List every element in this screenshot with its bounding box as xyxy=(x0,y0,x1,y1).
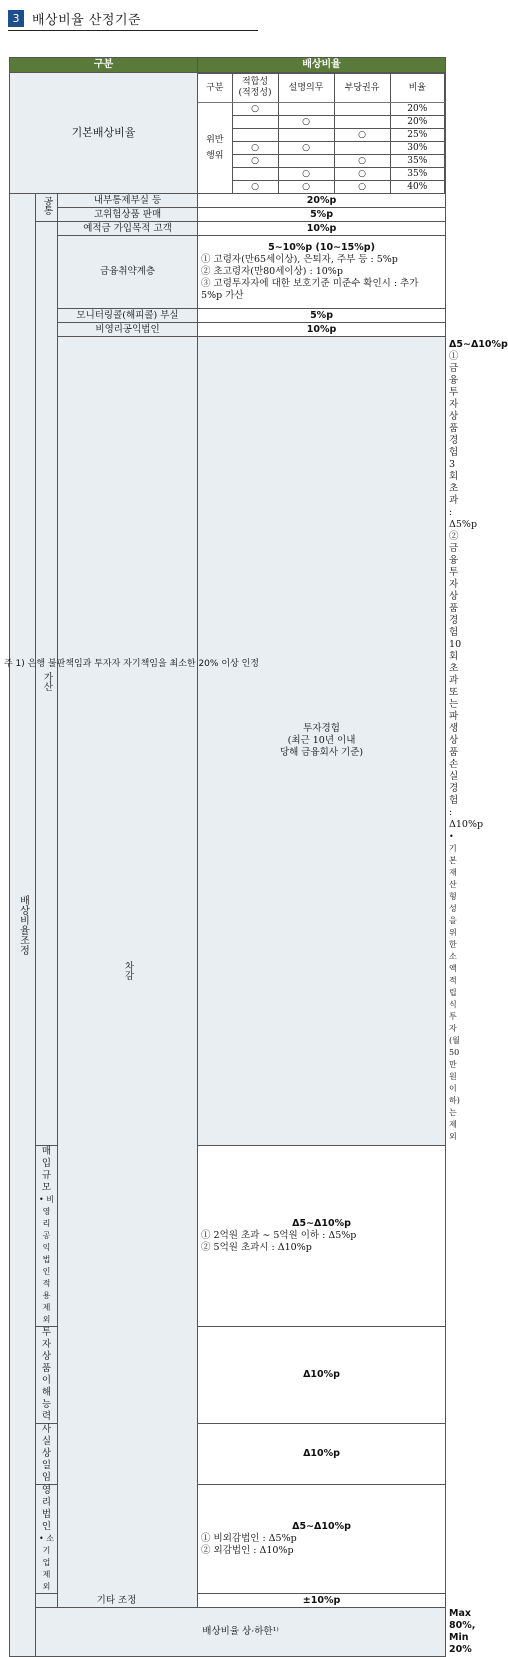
other-row xyxy=(10,1594,446,1608)
violation-label: 위반 행위 xyxy=(198,103,232,194)
cell: ○ xyxy=(232,181,278,194)
rate-cell: 20% xyxy=(390,116,445,129)
cell xyxy=(334,103,390,116)
cell xyxy=(334,116,390,129)
add-item: 비영리공익법인 xyxy=(58,323,198,337)
section-title xyxy=(8,6,258,31)
corp-detail-cell xyxy=(198,1485,446,1594)
sub-item: 투자경험 xyxy=(303,723,340,734)
detail-line: ② 5억원 초과시 : Δ10%p xyxy=(201,1242,312,1253)
cell: ○ xyxy=(278,142,334,155)
add-row-4 xyxy=(10,323,446,337)
add-item: 예적금 가입목적 고객 xyxy=(58,222,198,236)
detail-line: ② 외감법인 : Δ10%p xyxy=(201,1545,294,1556)
cell xyxy=(232,168,278,181)
compensation-table xyxy=(9,57,508,1657)
cell: ○ xyxy=(334,181,390,194)
sub-value: Δ5∼Δ10%p xyxy=(292,1218,351,1229)
sub-item-cell xyxy=(198,337,446,1146)
sub-header-suitability: 적합성 (적정성) xyxy=(232,74,278,103)
cell: ○ xyxy=(232,103,278,116)
detail-line: ① 고령자(만65세이상), 은퇴자, 주부 등 : 5%p xyxy=(201,254,398,265)
other-value: ±10%p xyxy=(198,1594,446,1608)
limit-item: 배상비율 상·하한¹⁾ xyxy=(36,1608,446,1657)
table-header-row xyxy=(10,58,446,73)
add-label-cell xyxy=(36,222,58,1146)
volume-detail-cell xyxy=(198,1146,446,1327)
basic-rate-label: 기본배상비율 xyxy=(10,73,198,194)
sub-item: 투자상품이해능력 xyxy=(36,1327,58,1424)
header-rate: 배상비율 xyxy=(198,58,446,73)
adjust-label: 배상비율조정 xyxy=(17,895,29,955)
cell xyxy=(232,116,278,129)
add-item: 모니터링콜(해피콜) 부실 xyxy=(58,309,198,323)
add-value: 10%p xyxy=(198,323,446,337)
rate-cell: 30% xyxy=(390,142,445,155)
detail-line: ① 비외감법인 : Δ5%p xyxy=(201,1533,297,1544)
cell xyxy=(278,155,334,168)
section-number-badge: 3 xyxy=(8,10,24,27)
sub-value: Δ10%p xyxy=(198,1424,446,1485)
sub-item-note: • 비영리공익법인 적용 제외 xyxy=(39,1195,54,1324)
other-item: 기타 조정 xyxy=(36,1594,198,1608)
common-value: 20%p xyxy=(198,194,446,208)
common-label-cell xyxy=(36,194,58,222)
sub-item-note: • 소기업 제외 xyxy=(39,1534,54,1591)
sub-label-cell xyxy=(58,337,198,1608)
sub-item: 매입규모 xyxy=(41,1146,52,1193)
vulnerable-detail-cell xyxy=(198,236,446,309)
sub-header-rate: 비율 xyxy=(390,74,445,103)
cell: ○ xyxy=(232,155,278,168)
adjust-label-cell xyxy=(10,194,36,1657)
sub-value: Δ5∼Δ10%p xyxy=(292,1521,351,1532)
sub-item-note: (최근 10년 이내 당해 금융회사 기준) xyxy=(279,735,364,758)
sub-label: 차감 xyxy=(122,960,134,980)
common-row-2 xyxy=(10,208,446,222)
cell: ○ xyxy=(278,116,334,129)
sub-item: 사실상 일임 xyxy=(36,1424,58,1485)
basic-rate-row xyxy=(10,73,446,194)
rate-cell: 40% xyxy=(390,181,445,194)
basic-rate-subtable xyxy=(198,73,445,193)
rate-cell: 20% xyxy=(390,103,445,116)
add-value: 5%p xyxy=(198,309,446,323)
cell: ○ xyxy=(334,168,390,181)
sub-value: Δ10%p xyxy=(198,1327,446,1424)
cell xyxy=(278,129,334,142)
cell: ○ xyxy=(334,129,390,142)
cell: ○ xyxy=(232,142,278,155)
add-row-1 xyxy=(10,222,446,236)
rate-cell: 35% xyxy=(390,168,445,181)
sub-row-1: 차감 투자경험 (최근 10년 이내 당해 금융회사 기준) Δ5∼Δ10%p ① 금융투자상품 경험 3회 초과 : Δ5%p ② 금융투자상품 경험 10회 초과 또는 파생상품 손실경험 : Δ10%p • 기본 재산 형성을 위한 소액 적립식 투자(월 50만원 이하)는 제외 xyxy=(10,337,446,1146)
common-item: 고위험상품 판매 xyxy=(58,208,198,222)
sub-header-solicitation: 부당권유 xyxy=(334,74,390,103)
sub-item-cell xyxy=(36,1485,58,1594)
cell: ○ xyxy=(278,168,334,181)
common-row-1 xyxy=(10,194,446,208)
cell: ○ xyxy=(334,155,390,168)
detail-line: ① 2억원 초과 ∼ 5억원 이하 : Δ5%p xyxy=(201,1230,357,1241)
cell: ○ xyxy=(278,181,334,194)
footnote: 주 1) 은행 불판책임과 투자자 자기책임을 최소한 20% 이상 인정 xyxy=(4,659,259,669)
sub-header-category: 구분 xyxy=(198,74,232,103)
common-value: 5%p xyxy=(198,208,446,222)
rate-cell: 25% xyxy=(390,129,445,142)
limit-row: 배상비율 상·하한¹⁾ Max 80%, Min 20% xyxy=(10,1608,446,1657)
sub-header-explanation: 설명의무 xyxy=(278,74,334,103)
section-title-text: 배상비율 산정기준 xyxy=(32,12,142,28)
cell xyxy=(278,103,334,116)
cell xyxy=(334,142,390,155)
add-row-2 xyxy=(10,236,446,309)
detail-line: ② 초고령자(만80세이상) : 10%p xyxy=(201,266,343,277)
common-label: 공통 xyxy=(41,196,53,215)
add-label: 가산 xyxy=(41,672,53,691)
add-value: 5∼10%p (10∼15%p) xyxy=(268,242,375,253)
common-item: 내부통제부실 등 xyxy=(58,194,198,208)
add-item: 금융취약계층 xyxy=(58,236,198,309)
add-value: 10%p xyxy=(198,222,446,236)
rate-cell: 35% xyxy=(390,155,445,168)
cell xyxy=(232,129,278,142)
header-category: 구분 xyxy=(10,58,198,73)
sub-item-cell xyxy=(36,1146,58,1327)
detail-line: ③ 고령투자자에 대한 보호기준 미준수 확인시 : 추가 5%p 가산 xyxy=(201,278,419,301)
add-row-3 xyxy=(10,309,446,323)
sub-item: 영리법인 xyxy=(41,1485,52,1532)
